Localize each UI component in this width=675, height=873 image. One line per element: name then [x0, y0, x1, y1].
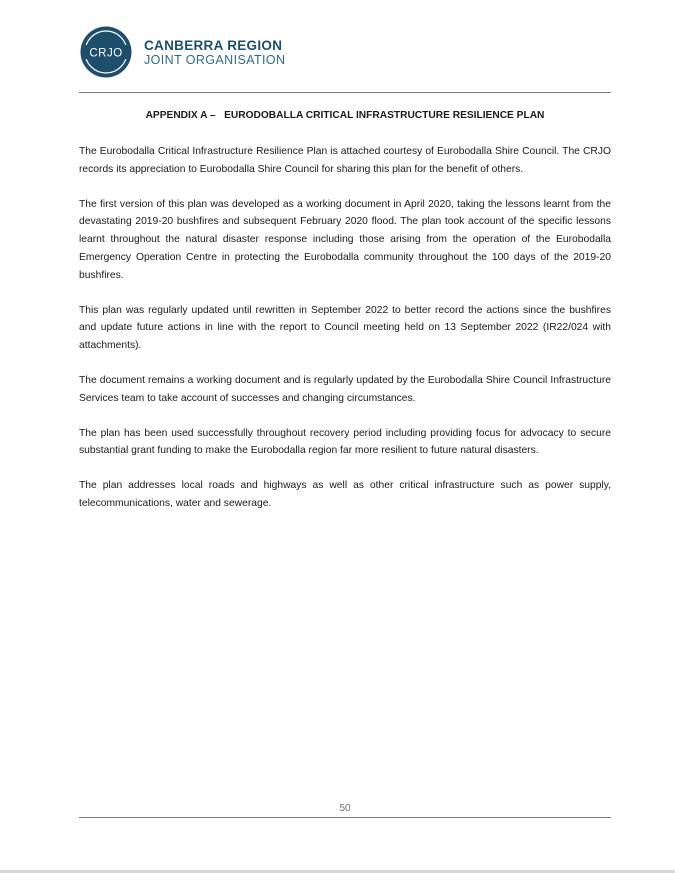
page-header	[80, 26, 620, 80]
page-number: 50	[339, 803, 351, 814]
organisation-name	[144, 38, 285, 67]
paragraph-5: The plan has been used successfully throughout recovery period including providing focus for advocacy to secure substantial grant funding to make the Eurobodalla region far more resilient to future natural disasters.	[79, 427, 611, 457]
paragraph-1: The Eurobodalla Critical Infrastructure Resilience Plan is attached courtesy of Eurobodalla Shire Council. The CRJO records its appreciation to Eurobodalla Shire Council for sharing this plan for the benefit of others.	[79, 146, 611, 175]
org-name-line1: CANBERRA REGION	[144, 38, 283, 53]
page-title: APPENDIX A – EURODOBALLA CRITICAL INFRASTRUCTURE RESILIENCE PLAN	[145, 110, 545, 121]
paragraph-2: The first version of this plan was developed as a working document in April 2020, taking the lessons learnt from the devastating 2019-20 bushfires and subsequent February 2020 flood. The plan took account of the specific lessons learnt throughout the natural disaster response including those arising from the operation of the Eurobodalla Emergency Operation Centre in protecting the Eurobodalla community throughout the 100 days of the 2019-20 bushfires.	[79, 198, 611, 281]
paragraph-6: The plan addresses local roads and highways as well as other critical infrastructure such as power supply, telecommunications, water and sewerage.	[79, 480, 611, 509]
header-divider	[79, 92, 611, 93]
footer-divider	[79, 817, 611, 818]
org-name-line2: JOINT ORGANISATION	[144, 53, 286, 67]
crjo-logo-icon	[80, 26, 132, 78]
paragraph-4: The document remains a working document and is regularly updated by the Eurobodalla Shire Council Infrastructure Services team to take account of successes and changing circumstances.	[79, 374, 611, 404]
logo-initials: CRJO	[89, 47, 123, 60]
document-body	[79, 143, 611, 530]
paragraph-3: This plan was regularly updated until rewritten in September 2022 to better record the actions since the bushfires and update future actions in line with the report to Council meeting held on 13 September 2022 (IR22/024 with attachments).	[79, 304, 611, 352]
